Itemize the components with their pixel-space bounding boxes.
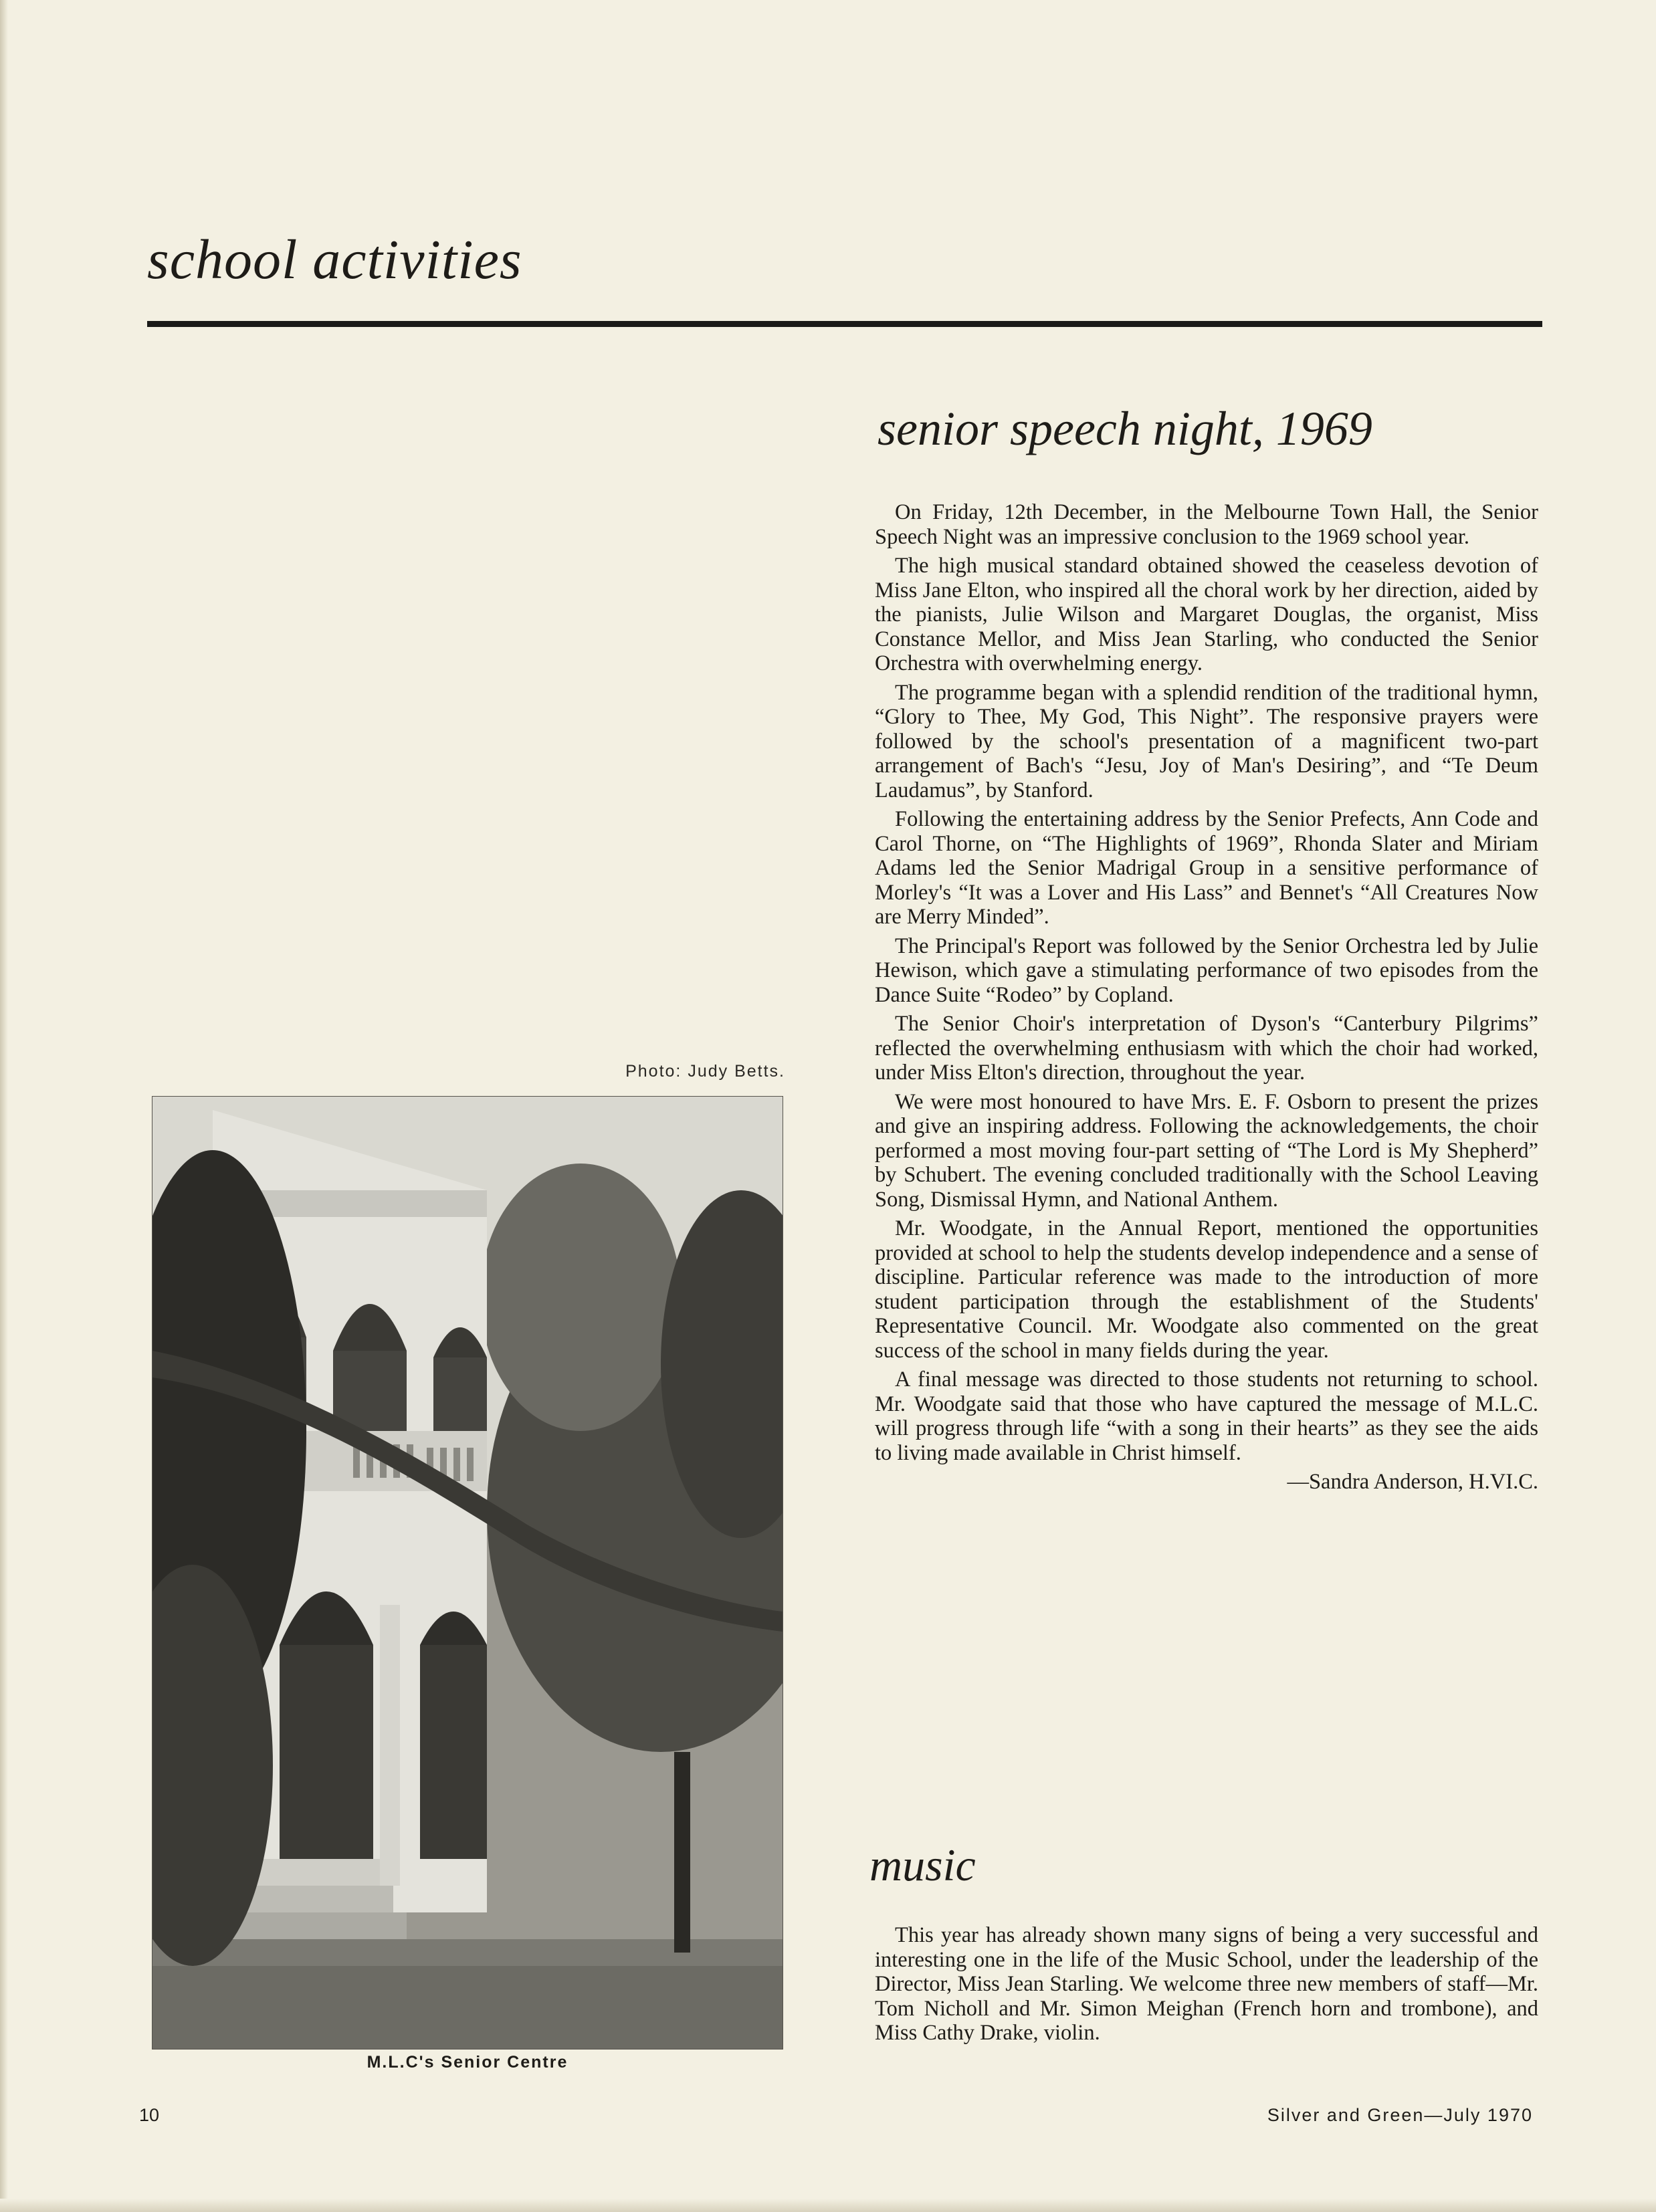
photo-caption: M.L.C's Senior Centre — [367, 2053, 568, 2072]
music-paragraph: This year has already shown many signs of being a very successful and interesting one in the life of the Music School, under the leadership of the Director, Miss Jean Starling. We welcome three new members of staff—Mr. Tom Nicholl and Mr. Simon Meighan (French horn and trombone), and Miss Cathy Drake, violin. — [875, 1923, 1538, 2045]
music-title: music — [869, 1840, 976, 1890]
article-paragraph: The high musical standard obtained showed the ceaseless devotion of Miss Jane Elton, who inspired all the choral work by her direction, aided by the pianists, Julie Wilson and Margaret Douglas, the organist, Miss Constance Mellor, and Miss Jean Starling, who conducted the Senior Orchestra with overwhelming energy. — [875, 554, 1538, 675]
article-paragraph: The Principal's Report was followed by the Senior Orchestra led by Julie Hewison, which gave a stimulating performance of two episodes from the Dance Suite “Rodeo” by Copland. — [875, 933, 1538, 1007]
article-paragraph: Following the entertaining address by the Senior Prefects, Ann Code and Carol Thorne, on “The Highlights of 1969”, Rhonda Slater and Miriam Adams led the Senior Madrigal Group in a sensitive performance of Morley's “It was a Lover and His Lass” and Bennet's “All Creatures Now are Merry Minded”. — [875, 807, 1538, 929]
article-title: senior speech night, 1969 — [877, 402, 1372, 455]
page-spine-shadow — [0, 0, 8, 2212]
page-number: 10 — [139, 2105, 160, 2125]
article-body — [875, 500, 1538, 1499]
section-title: school activities — [147, 229, 522, 291]
music-body — [875, 1923, 1538, 2050]
article-paragraph: The programme began with a splendid rendition of the traditional hymn, “Glory to Thee, My God, This Night”. The responsive prayers were followed by the school's presentation of a magnificent two-part arrangement of Bach's “Jesu, Joy of Man's Desiring”, and “Te Deum Laudamus”, by Stanford. — [875, 680, 1538, 802]
article-paragraph: The Senior Choir's interpretation of Dyson's “Canterbury Pilgrims” reflected the overwhelming enthusiasm with which the choir had worked, under Miss Elton's direction, throughout the year. — [875, 1012, 1538, 1085]
article-paragraph: On Friday, 12th December, in the Melbourne Town Hall, the Senior Speech Night was an impressive conclusion to the 1969 school year. — [875, 500, 1538, 549]
senior-centre-photo — [152, 1097, 783, 2049]
footer-publication: Silver and Green—July 1970 — [1267, 2105, 1533, 2125]
page-bottom-edge — [0, 2199, 1656, 2212]
article-signature: —Sandra Anderson, H.VI.C. — [1287, 1470, 1538, 1494]
article-paragraph: Mr. Woodgate, in the Annual Report, mentioned the opportunities provided at school to help the students develop independence and a sense of discipline. Particular reference was made to the introduction of more student participation through the establishment of the Students' Representative Council. Mr. Woodgate also commented on the great success of the school in many fields during the year. — [875, 1216, 1538, 1363]
article-paragraph: A final message was directed to those students not returning to school. Mr. Woodgate said that those who have captured the message of M.L.C. will progress through life “with a song in their hearts” as they see the aids to living made available in Christ himself. — [875, 1367, 1538, 1465]
photo-credit: Photo: Judy Betts. — [625, 1062, 785, 1081]
section-rule — [147, 321, 1542, 327]
article-paragraph: We were most honoured to have Mrs. E. F. Osborn to present the prizes and give an inspiring address. Following the acknowledgements, the choir performed a most moving four-part setting of “The Lord is My Shepherd” by Schubert. The evening concluded traditionally with the School Leaving Song, Dismissal Hymn, and National Anthem. — [875, 1089, 1538, 1212]
